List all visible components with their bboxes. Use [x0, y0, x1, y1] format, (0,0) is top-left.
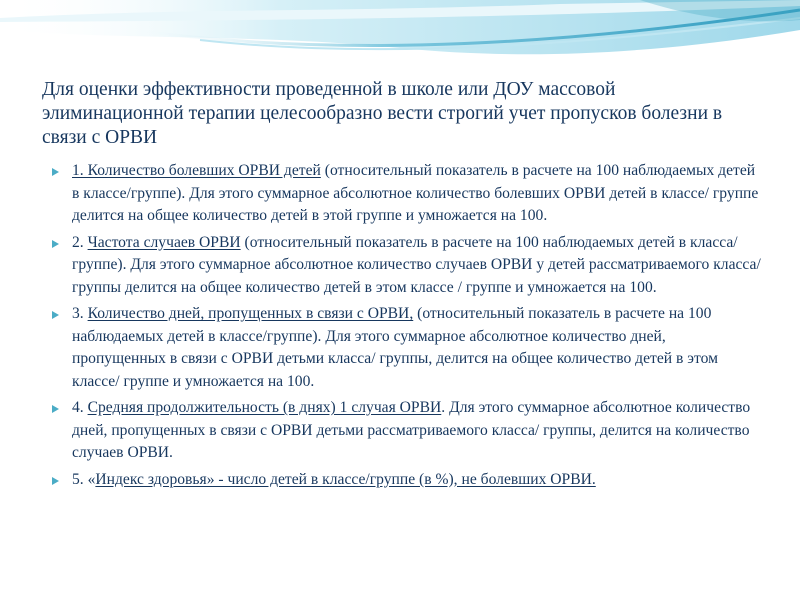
list-item	[50, 160, 762, 228]
item-heading: Индекс здоровья» - число детей в классе/группе (в %), не болевших ОРВИ.	[95, 470, 596, 488]
item-heading: Количество дней, пропущенных в связи с ОРВИ,	[87, 305, 414, 322]
bullet-icon	[52, 477, 59, 485]
item-text: . Для этого суммарное абсолютное количество дней, пропущенных в связи с ОРВИ детьми рассматриваемого класса/ группы, делится на количество случаев ОРВИ.	[72, 399, 751, 461]
item-text: (относительный показатель в расчете на 100 наблюдаемых детей в класса/ группе). Для этого суммарное абсолютное количество случаев ОРВИ у детей рассматриваемого класса/группы делится на общее количество детей в этом классе / группе и умножается на 100.	[72, 233, 761, 296]
slide-title: Для оценки эффективности проведенной в школе или ДОУ массовой элиминационной терапии целесообразно вести строгий учет пропусков болезни в связи с ОРВИ	[42, 79, 723, 148]
bullet-icon	[52, 311, 59, 319]
item-text: (относительный показатель в расчете на 100 наблюдаемых детей в классе/группе). Для этого суммарное абсолютное количество болевших ОРВИ детей в классе/ группе делится на общее количество детей в этой группе и умножается на 100.	[72, 162, 759, 224]
list-item	[50, 303, 762, 393]
item-prefix: 3.	[72, 305, 88, 322]
item-text: (относительный показатель в расчете на 100 наблюдаемых детей в классе/группе). Для этого суммарное абсолютное количество дней, пропущенных в связи с ОРВИ детьми класса/ группы, делится на общее количество детей в этом классе/ группе и умножается на 100.	[72, 305, 718, 390]
item-heading: Частота случаев ОРВИ	[87, 233, 241, 251]
item-heading: 1. Количество болевших ОРВИ детей	[72, 162, 321, 179]
list-item	[50, 469, 762, 492]
list-item	[50, 397, 762, 465]
item-prefix: 5. «	[72, 470, 96, 488]
list-item	[50, 232, 762, 300]
item-prefix: 2.	[72, 233, 88, 251]
header-wave-decoration	[0, 0, 800, 80]
item-prefix: 4.	[72, 399, 88, 416]
item-heading: Средняя продолжительность (в днях) 1 случая ОРВИ	[87, 399, 442, 416]
criteria-list	[50, 160, 762, 495]
bullet-icon	[52, 240, 59, 248]
bullet-icon	[52, 405, 59, 413]
bullet-icon	[52, 168, 59, 176]
